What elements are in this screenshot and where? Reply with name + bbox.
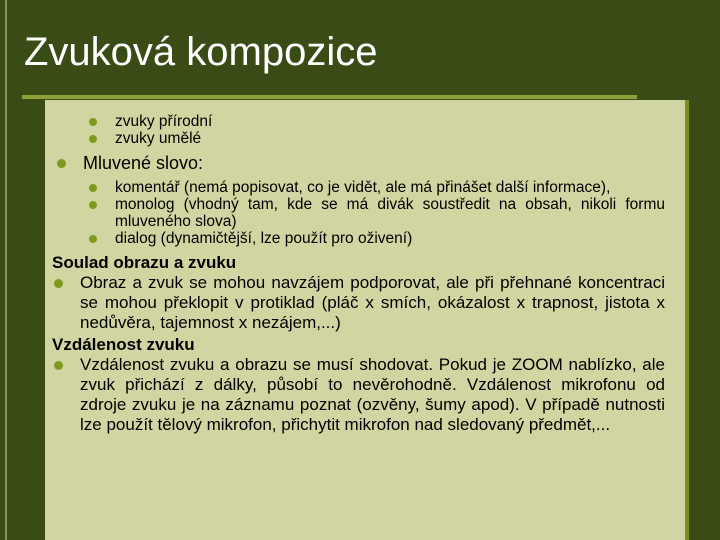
list-item — [52, 355, 665, 435]
list-item-text: zvuky přírodní — [115, 113, 213, 130]
list-item — [55, 113, 665, 130]
section-heading-soulad: Soulad obrazu a zvuku — [52, 253, 237, 272]
list-item-text: komentář (nemá popisovat, co je vidět, ale má přinášet další informace), — [115, 179, 611, 196]
title-underline — [22, 95, 637, 99]
list-item — [52, 273, 665, 333]
bullet-icon — [54, 279, 63, 288]
decorative-vertical-line — [5, 0, 7, 540]
section-heading-vzdalenost: Vzdálenost zvuku — [52, 335, 195, 354]
bullet-icon — [57, 159, 66, 168]
bullet-icon — [89, 118, 97, 126]
list-item — [55, 130, 665, 147]
bullet-icon — [89, 135, 97, 143]
bullet-icon — [89, 184, 97, 192]
list-item-text: Obraz a zvuk se mohou navzájem podporovat, ale při přehnané koncentraci se mohou překlopit v protiklad (pláč x smích, okázalost x trapnost, jistota x nedůvěra, tajemnost x nezájem,...) — [80, 273, 665, 332]
list-item-mluvene-slovo — [55, 153, 665, 173]
list-item — [55, 179, 665, 196]
list-item-text: Vzdálenost zvuku a obrazu se musí shodovat. Pokud je ZOOM nablízko, ale zvuk přichází z dálky, působí to nevěrohodně. Vzdálenost mikrofonu od zdroje zvuku je na záznamu poznat (ozvěny, šumy apod). V případě nutnosti lze použít tělový mikrofon, přichytit mikrofon nad sledovaný předmět,... — [80, 355, 665, 434]
slide-content — [52, 113, 665, 435]
list-item — [55, 230, 665, 247]
list-item-text: monolog (vhodný tam, kde se má divák soustředit na obsah, nikoli formu mluveného slova) — [115, 196, 665, 230]
list-item-text: zvuky umělé — [115, 130, 202, 147]
bullet-icon — [89, 201, 97, 209]
list-item-text: Mluvené slovo: — [83, 153, 204, 173]
list-item-text: dialog (dynamičtější, lze použít pro oživení) — [115, 230, 413, 247]
bullet-icon — [89, 235, 97, 243]
slide-title: Zvuková kompozice — [24, 30, 378, 74]
bullet-icon — [54, 361, 63, 370]
list-item — [55, 196, 665, 230]
